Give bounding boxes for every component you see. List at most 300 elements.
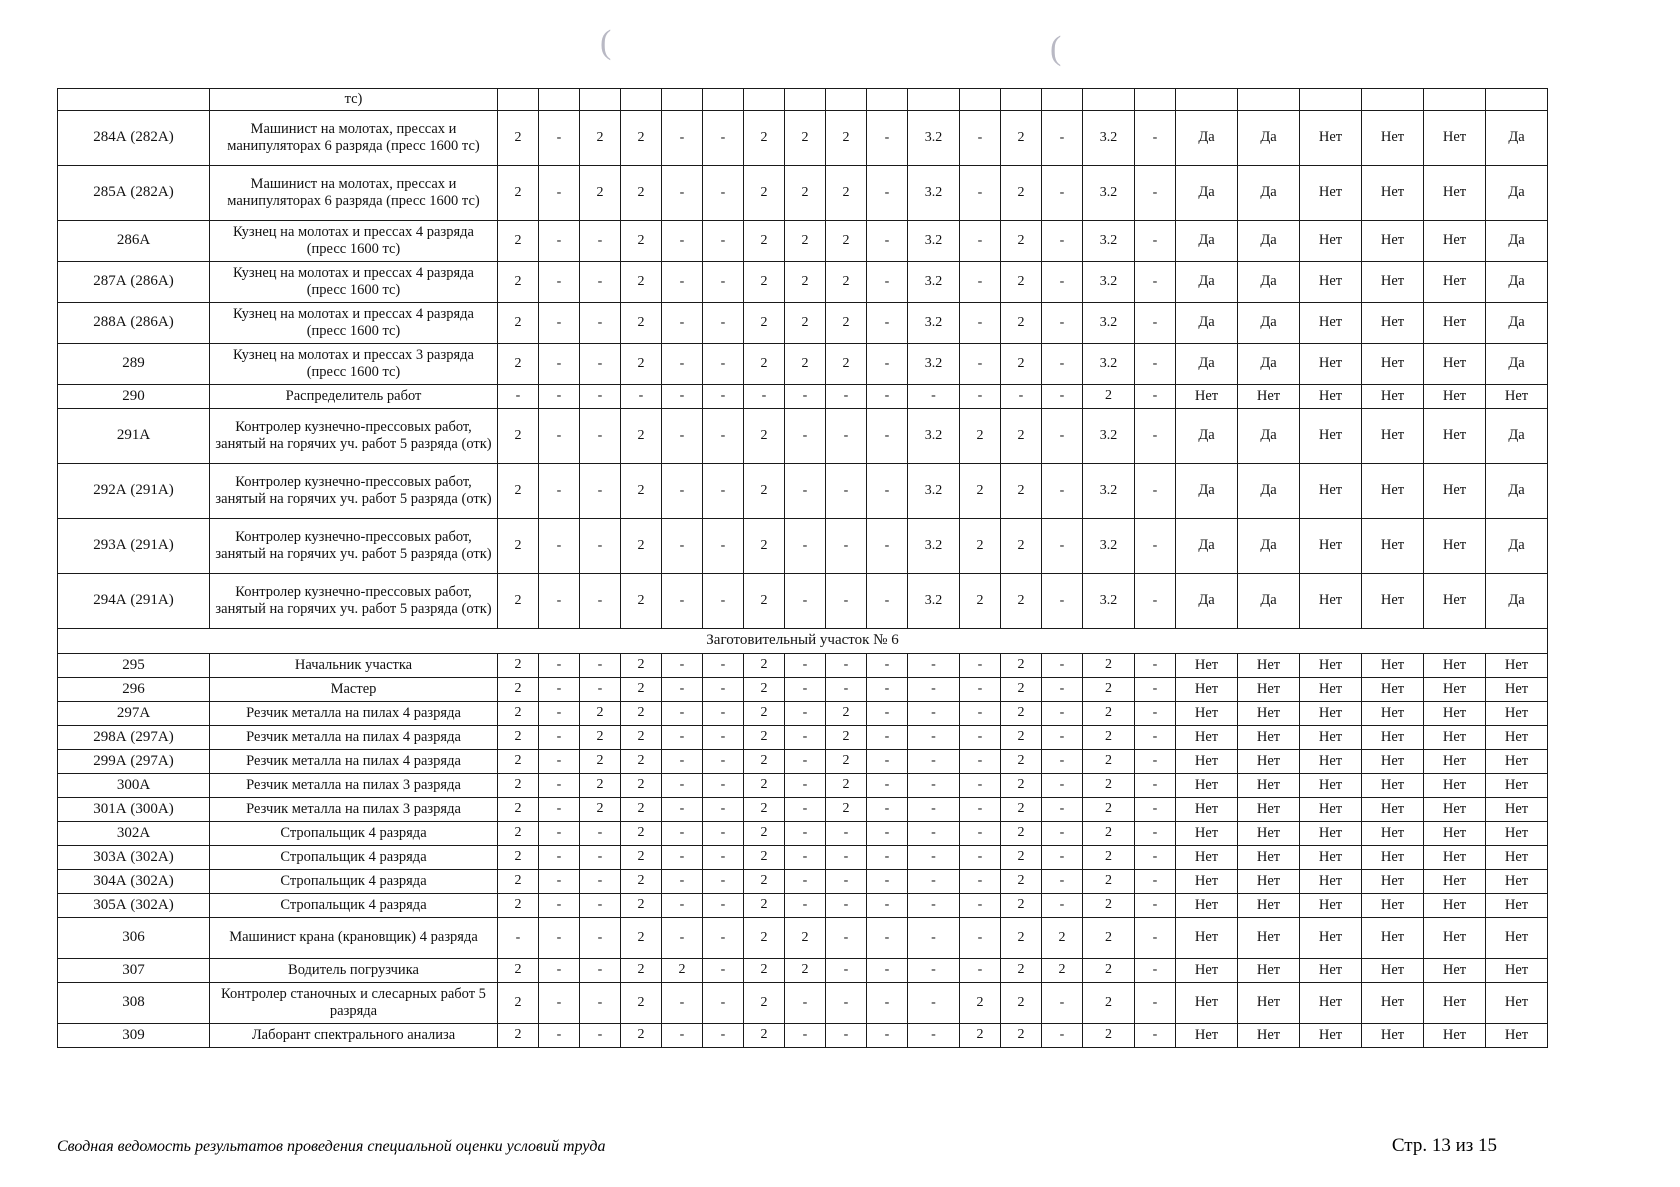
row-factor-cell: 2: [1083, 846, 1135, 870]
row-factor-cell: -: [960, 750, 1001, 774]
row-factor-cell: -: [539, 385, 580, 409]
row-code: 301А (300А): [58, 798, 210, 822]
row-job-title: Резчик металла на пилах 3 разряда: [210, 798, 498, 822]
row-factor-cell: 3.2: [1083, 519, 1135, 574]
table-row: [58, 344, 1548, 385]
row-factor-cell: -: [1042, 303, 1083, 344]
row-factor-cell: 2: [1001, 166, 1042, 221]
row-factor-cell: 3.2: [908, 221, 960, 262]
row-factor-cell: [621, 89, 662, 111]
row-factor-cell: -: [826, 1024, 867, 1048]
row-factor-cell: 2: [621, 303, 662, 344]
row-factor-cell: -: [539, 519, 580, 574]
row-factor-cell: 2: [498, 798, 539, 822]
row-factor-cell: -: [498, 385, 539, 409]
row-factor-cell: -: [662, 774, 703, 798]
row-factor-cell: 2: [1083, 678, 1135, 702]
row-guarantee-cell: Нет: [1300, 983, 1362, 1024]
row-guarantee-cell: Нет: [1300, 822, 1362, 846]
row-job-title: Лаборант спектрального анализа: [210, 1024, 498, 1048]
assessment-table-container: [57, 88, 1529, 1048]
row-guarantee-cell: Да: [1176, 111, 1238, 166]
row-guarantee-cell: Нет: [1486, 918, 1548, 959]
row-factor-cell: -: [826, 846, 867, 870]
row-factor-cell: -: [662, 344, 703, 385]
assessment-table-body: [58, 89, 1548, 1048]
row-factor-cell: -: [867, 726, 908, 750]
row-guarantee-cell: Нет: [1362, 702, 1424, 726]
row-factor-cell: 2: [621, 983, 662, 1024]
row-factor-cell: 2: [1001, 409, 1042, 464]
row-factor-cell: 2: [785, 221, 826, 262]
row-factor-cell: -: [662, 894, 703, 918]
row-factor-cell: -: [539, 111, 580, 166]
row-factor-cell: -: [826, 678, 867, 702]
row-factor-cell: -: [1042, 166, 1083, 221]
row-factor-cell: -: [662, 303, 703, 344]
row-guarantee-cell: Нет: [1238, 870, 1300, 894]
row-guarantee-cell: Нет: [1362, 303, 1424, 344]
row-guarantee-cell: Да: [1176, 409, 1238, 464]
row-factor-cell: [960, 89, 1001, 111]
row-job-title: Резчик металла на пилах 4 разряда: [210, 750, 498, 774]
row-factor-cell: -: [908, 822, 960, 846]
row-factor-cell: 2: [498, 894, 539, 918]
row-guarantee-cell: Да: [1486, 262, 1548, 303]
row-factor-cell: -: [703, 983, 744, 1024]
row-factor-cell: 2: [498, 846, 539, 870]
row-guarantee-cell: Нет: [1362, 774, 1424, 798]
row-factor-cell: 2: [498, 464, 539, 519]
row-guarantee-cell: Нет: [1176, 798, 1238, 822]
row-factor-cell: 2: [621, 574, 662, 629]
row-factor-cell: -: [1135, 726, 1176, 750]
row-factor-cell: -: [867, 846, 908, 870]
row-factor-cell: 2: [1083, 702, 1135, 726]
row-factor-cell: -: [539, 221, 580, 262]
row-factor-cell: -: [1135, 918, 1176, 959]
row-factor-cell: -: [703, 726, 744, 750]
row-factor-cell: -: [580, 409, 621, 464]
row-guarantee-cell: Нет: [1176, 702, 1238, 726]
row-guarantee-cell: Нет: [1486, 654, 1548, 678]
row-factor-cell: -: [826, 959, 867, 983]
row-guarantee-cell: Да: [1238, 344, 1300, 385]
row-factor-cell: -: [785, 822, 826, 846]
row-guarantee-cell: Нет: [1362, 870, 1424, 894]
row-guarantee-cell: Нет: [1486, 774, 1548, 798]
row-factor-cell: 2: [744, 303, 785, 344]
row-guarantee-cell: Нет: [1300, 959, 1362, 983]
row-guarantee-cell: Нет: [1176, 983, 1238, 1024]
row-factor-cell: -: [908, 654, 960, 678]
section-title: Заготовительный участок № 6: [58, 629, 1548, 654]
row-factor-cell: -: [960, 385, 1001, 409]
row-factor-cell: -: [539, 702, 580, 726]
row-factor-cell: 3.2: [908, 344, 960, 385]
row-factor-cell: 2: [621, 166, 662, 221]
row-factor-cell: 2: [744, 344, 785, 385]
row-factor-cell: 2: [621, 262, 662, 303]
row-guarantee-cell: Да: [1176, 221, 1238, 262]
row-factor-cell: 2: [621, 1024, 662, 1048]
row-factor-cell: -: [539, 894, 580, 918]
row-guarantee-cell: Да: [1238, 574, 1300, 629]
row-factor-cell: 2: [744, 678, 785, 702]
row-factor-cell: 2: [960, 464, 1001, 519]
row-code: 309: [58, 1024, 210, 1048]
row-guarantee-cell: Нет: [1424, 166, 1486, 221]
row-factor-cell: 2: [826, 702, 867, 726]
row-factor-cell: [703, 89, 744, 111]
row-guarantee-cell: Да: [1238, 166, 1300, 221]
row-factor-cell: -: [539, 750, 580, 774]
row-factor-cell: -: [580, 846, 621, 870]
row-factor-cell: 2: [621, 774, 662, 798]
row-guarantee-cell: Нет: [1300, 166, 1362, 221]
row-factor-cell: -: [960, 918, 1001, 959]
table-row: [58, 89, 1548, 111]
row-factor-cell: -: [539, 846, 580, 870]
row-guarantee-cell: Да: [1176, 344, 1238, 385]
row-code: 296: [58, 678, 210, 702]
row-factor-cell: 2: [744, 846, 785, 870]
row-factor-cell: -: [908, 918, 960, 959]
row-factor-cell: -: [826, 519, 867, 574]
row-code: 304А (302А): [58, 870, 210, 894]
row-factor-cell: 2: [498, 702, 539, 726]
row-guarantee-cell: Нет: [1300, 678, 1362, 702]
row-factor-cell: -: [539, 1024, 580, 1048]
row-factor-cell: 2: [1001, 870, 1042, 894]
row-factor-cell: 2: [580, 774, 621, 798]
row-factor-cell: -: [662, 798, 703, 822]
row-factor-cell: 2: [744, 519, 785, 574]
row-factor-cell: -: [539, 654, 580, 678]
row-guarantee-cell: Нет: [1486, 798, 1548, 822]
row-guarantee-cell: [1176, 89, 1238, 111]
row-guarantee-cell: Нет: [1176, 678, 1238, 702]
row-job-title: Машинист на молотах, прессах и манипуляторах 6 разряда (пресс 1600 тс): [210, 166, 498, 221]
row-factor-cell: -: [867, 166, 908, 221]
row-factor-cell: -: [1042, 262, 1083, 303]
row-factor-cell: -: [539, 918, 580, 959]
row-guarantee-cell: Да: [1176, 574, 1238, 629]
table-row: [58, 959, 1548, 983]
row-guarantee-cell: Нет: [1300, 574, 1362, 629]
row-factor-cell: 2: [785, 918, 826, 959]
table-row: [58, 654, 1548, 678]
row-factor-cell: -: [1042, 654, 1083, 678]
row-factor-cell: -: [662, 750, 703, 774]
row-factor-cell: 2: [744, 983, 785, 1024]
row-guarantee-cell: Да: [1238, 303, 1300, 344]
row-guarantee-cell: Нет: [1424, 574, 1486, 629]
row-factor-cell: -: [539, 798, 580, 822]
row-factor-cell: -: [1042, 519, 1083, 574]
row-guarantee-cell: Да: [1176, 262, 1238, 303]
row-factor-cell: 2: [621, 678, 662, 702]
row-factor-cell: [498, 89, 539, 111]
row-job-title: Контролер кузнечно-прессовых работ, занятый на горячих уч. работ 5 разряда (отк): [210, 464, 498, 519]
row-job-title: Стропальщик 4 разряда: [210, 846, 498, 870]
row-factor-cell: -: [960, 303, 1001, 344]
row-factor-cell: -: [1135, 1024, 1176, 1048]
row-factor-cell: 2: [744, 870, 785, 894]
row-guarantee-cell: Нет: [1486, 846, 1548, 870]
row-factor-cell: -: [1135, 262, 1176, 303]
row-guarantee-cell: Да: [1238, 262, 1300, 303]
row-code: 294А (291А): [58, 574, 210, 629]
row-job-title: Распределитель работ: [210, 385, 498, 409]
row-factor-cell: -: [1135, 702, 1176, 726]
row-guarantee-cell: Нет: [1300, 344, 1362, 385]
row-factor-cell: 2: [1001, 303, 1042, 344]
row-guarantee-cell: Нет: [1424, 846, 1486, 870]
table-row: [58, 774, 1548, 798]
row-factor-cell: 2: [1001, 798, 1042, 822]
row-factor-cell: 2: [826, 774, 867, 798]
row-factor-cell: -: [908, 726, 960, 750]
row-factor-cell: 2: [960, 519, 1001, 574]
row-guarantee-cell: Нет: [1300, 726, 1362, 750]
row-factor-cell: 2: [1001, 519, 1042, 574]
row-factor-cell: 2: [744, 798, 785, 822]
page-footer: [57, 1135, 1497, 1157]
row-guarantee-cell: Нет: [1362, 221, 1424, 262]
row-guarantee-cell: Нет: [1424, 678, 1486, 702]
row-factor-cell: 2: [744, 464, 785, 519]
row-guarantee-cell: Нет: [1486, 678, 1548, 702]
row-factor-cell: 2: [1001, 822, 1042, 846]
row-guarantee-cell: Нет: [1300, 519, 1362, 574]
row-factor-cell: -: [662, 221, 703, 262]
row-factor-cell: [908, 89, 960, 111]
table-row: [58, 111, 1548, 166]
row-job-title: Машинист на молотах, прессах и манипуляторах 6 разряда (пресс 1600 тс): [210, 111, 498, 166]
row-code: [58, 89, 210, 111]
row-factor-cell: -: [867, 750, 908, 774]
row-factor-cell: -: [867, 344, 908, 385]
row-factor-cell: 2: [744, 918, 785, 959]
row-guarantee-cell: Нет: [1300, 221, 1362, 262]
row-guarantee-cell: Да: [1486, 111, 1548, 166]
row-guarantee-cell: Нет: [1176, 750, 1238, 774]
row-code: 286А: [58, 221, 210, 262]
row-factor-cell: -: [744, 385, 785, 409]
scan-artifact-left: (: [600, 24, 612, 61]
row-factor-cell: 2: [744, 822, 785, 846]
row-factor-cell: -: [867, 519, 908, 574]
row-factor-cell: 2: [498, 303, 539, 344]
row-factor-cell: -: [785, 894, 826, 918]
row-factor-cell: -: [867, 464, 908, 519]
row-factor-cell: 2: [1083, 385, 1135, 409]
row-factor-cell: 2: [621, 918, 662, 959]
row-factor-cell: -: [785, 750, 826, 774]
row-job-title: Машинист крана (крановщик) 4 разряда: [210, 918, 498, 959]
row-factor-cell: -: [826, 464, 867, 519]
row-factor-cell: -: [703, 798, 744, 822]
table-row: [58, 726, 1548, 750]
row-factor-cell: -: [867, 111, 908, 166]
row-factor-cell: -: [785, 1024, 826, 1048]
row-guarantee-cell: Нет: [1424, 464, 1486, 519]
row-guarantee-cell: Нет: [1486, 894, 1548, 918]
row-factor-cell: -: [580, 519, 621, 574]
row-guarantee-cell: Нет: [1238, 750, 1300, 774]
row-guarantee-cell: Нет: [1362, 983, 1424, 1024]
row-factor-cell: -: [1135, 166, 1176, 221]
row-factor-cell: -: [960, 111, 1001, 166]
row-factor-cell: -: [580, 344, 621, 385]
row-factor-cell: 2: [744, 726, 785, 750]
table-row: [58, 464, 1548, 519]
row-guarantee-cell: Да: [1176, 166, 1238, 221]
row-code: 306: [58, 918, 210, 959]
row-factor-cell: -: [826, 654, 867, 678]
row-factor-cell: 2: [1001, 750, 1042, 774]
row-factor-cell: 2: [498, 574, 539, 629]
row-factor-cell: -: [1135, 678, 1176, 702]
row-factor-cell: 2: [1083, 959, 1135, 983]
row-guarantee-cell: Нет: [1486, 385, 1548, 409]
table-row: [58, 221, 1548, 262]
row-factor-cell: -: [867, 959, 908, 983]
row-factor-cell: -: [580, 870, 621, 894]
row-factor-cell: 2: [826, 750, 867, 774]
row-factor-cell: 2: [621, 519, 662, 574]
row-factor-cell: -: [1135, 894, 1176, 918]
row-factor-cell: 3.2: [1083, 111, 1135, 166]
row-factor-cell: 2: [1083, 870, 1135, 894]
row-job-title: Кузнец на молотах и прессах 3 разряда (пресс 1600 тс): [210, 344, 498, 385]
row-guarantee-cell: Нет: [1486, 1024, 1548, 1048]
row-factor-cell: 2: [498, 959, 539, 983]
row-factor-cell: -: [1042, 726, 1083, 750]
row-factor-cell: 2: [744, 894, 785, 918]
row-guarantee-cell: Да: [1486, 409, 1548, 464]
row-factor-cell: -: [867, 262, 908, 303]
row-factor-cell: 2: [826, 262, 867, 303]
table-row: [58, 166, 1548, 221]
row-factor-cell: -: [785, 774, 826, 798]
row-factor-cell: -: [960, 702, 1001, 726]
row-factor-cell: 2: [621, 726, 662, 750]
row-factor-cell: -: [867, 303, 908, 344]
row-factor-cell: 2: [960, 983, 1001, 1024]
row-guarantee-cell: Да: [1238, 464, 1300, 519]
table-row: [58, 574, 1548, 629]
row-factor-cell: 2: [785, 303, 826, 344]
row-factor-cell: -: [785, 385, 826, 409]
row-factor-cell: -: [580, 918, 621, 959]
row-factor-cell: 2: [498, 166, 539, 221]
row-guarantee-cell: Нет: [1362, 1024, 1424, 1048]
row-factor-cell: 2: [826, 221, 867, 262]
row-factor-cell: 2: [621, 409, 662, 464]
row-factor-cell: -: [580, 464, 621, 519]
row-factor-cell: -: [960, 726, 1001, 750]
row-factor-cell: -: [785, 983, 826, 1024]
row-factor-cell: -: [662, 702, 703, 726]
row-code: 295: [58, 654, 210, 678]
row-guarantee-cell: Нет: [1362, 726, 1424, 750]
row-factor-cell: 2: [498, 774, 539, 798]
row-guarantee-cell: Нет: [1300, 870, 1362, 894]
row-factor-cell: 2: [498, 870, 539, 894]
row-factor-cell: -: [703, 409, 744, 464]
row-guarantee-cell: Нет: [1424, 918, 1486, 959]
row-factor-cell: -: [703, 303, 744, 344]
row-guarantee-cell: Нет: [1362, 262, 1424, 303]
row-factor-cell: 2: [1001, 111, 1042, 166]
row-factor-cell: 3.2: [1083, 464, 1135, 519]
row-factor-cell: 2: [621, 846, 662, 870]
row-factor-cell: 3.2: [908, 166, 960, 221]
row-factor-cell: -: [1135, 111, 1176, 166]
row-factor-cell: -: [785, 726, 826, 750]
row-factor-cell: -: [580, 221, 621, 262]
row-factor-cell: -: [1042, 983, 1083, 1024]
row-factor-cell: -: [703, 1024, 744, 1048]
row-factor-cell: -: [1135, 303, 1176, 344]
row-factor-cell: 2: [1001, 918, 1042, 959]
row-factor-cell: 2: [744, 774, 785, 798]
row-factor-cell: 2: [785, 111, 826, 166]
row-factor-cell: -: [1042, 750, 1083, 774]
row-factor-cell: 2: [744, 166, 785, 221]
row-guarantee-cell: Да: [1176, 464, 1238, 519]
row-factor-cell: -: [703, 678, 744, 702]
row-factor-cell: 2: [744, 111, 785, 166]
row-factor-cell: 2: [498, 344, 539, 385]
row-guarantee-cell: Нет: [1300, 385, 1362, 409]
row-factor-cell: 2: [1001, 774, 1042, 798]
row-factor-cell: -: [826, 983, 867, 1024]
row-factor-cell: -: [662, 385, 703, 409]
row-factor-cell: -: [1135, 959, 1176, 983]
table-row: [58, 750, 1548, 774]
page-number: Стр. 13 из 15: [1391, 1135, 1497, 1156]
row-factor-cell: -: [539, 870, 580, 894]
row-guarantee-cell: Нет: [1238, 654, 1300, 678]
table-row: [58, 846, 1548, 870]
row-guarantee-cell: Нет: [1176, 774, 1238, 798]
row-factor-cell: 2: [621, 894, 662, 918]
row-factor-cell: 3.2: [1083, 409, 1135, 464]
row-factor-cell: -: [580, 678, 621, 702]
row-guarantee-cell: Нет: [1238, 385, 1300, 409]
row-guarantee-cell: Нет: [1238, 678, 1300, 702]
row-factor-cell: -: [908, 894, 960, 918]
row-guarantee-cell: Нет: [1362, 678, 1424, 702]
row-factor-cell: 2: [1001, 959, 1042, 983]
row-guarantee-cell: Нет: [1424, 822, 1486, 846]
row-factor-cell: -: [703, 344, 744, 385]
row-factor-cell: 2: [744, 702, 785, 726]
row-guarantee-cell: Нет: [1300, 750, 1362, 774]
row-factor-cell: 2: [960, 409, 1001, 464]
row-guarantee-cell: Нет: [1300, 798, 1362, 822]
table-row: [58, 702, 1548, 726]
row-guarantee-cell: [1238, 89, 1300, 111]
row-job-title: Мастер: [210, 678, 498, 702]
row-factor-cell: -: [908, 678, 960, 702]
row-factor-cell: -: [703, 774, 744, 798]
row-factor-cell: -: [539, 726, 580, 750]
row-factor-cell: -: [1135, 574, 1176, 629]
